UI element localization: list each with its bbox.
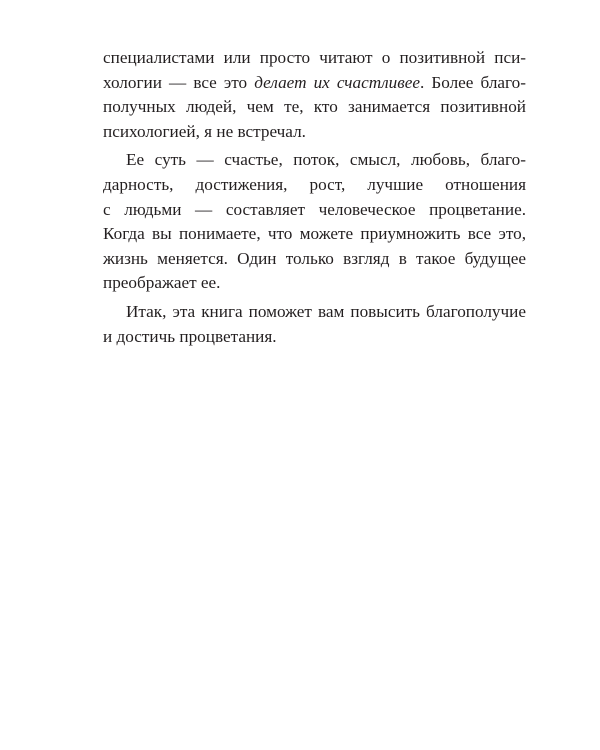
paragraph-2-line-3: с людьми — составляет человеческое процветание. <box>103 199 526 219</box>
paragraph-1-line-4: психологией, я не встречал. <box>103 121 306 141</box>
paragraph-1-line-3: получных людей, чем те, кто занимается позитивной <box>103 97 526 117</box>
paragraph-1-line-1: специалистами или просто читают о позитивной пси- <box>103 48 526 67</box>
emphasized-phrase: делает их счастливее <box>254 72 420 92</box>
paragraph-3-line-2: и достичь процветания. <box>103 326 277 346</box>
paragraph-2-line-4: Когда вы понимаете, что можете приумножить все это, <box>103 224 526 244</box>
paragraph-2-line-1: Ее суть — счастье, поток, смысл, любовь, благо- <box>126 150 526 170</box>
text-segment: . Более благо- <box>419 72 526 92</box>
paragraph-2-line-5: жизнь меняется. Один только взгляд в такое будущее <box>103 248 526 268</box>
paragraph-2-line-2: дарность, достижения, рост, лучшие отношения <box>103 174 526 194</box>
paragraph-2-line-6: преображает ее. <box>103 273 221 293</box>
body-text <box>103 46 526 349</box>
paragraph-1-line-2 <box>103 71 526 96</box>
paragraph-3-line-1: Итак, эта книга поможет вам повысить благополучие <box>126 301 526 321</box>
text-segment: хологии — все это <box>103 72 255 92</box>
